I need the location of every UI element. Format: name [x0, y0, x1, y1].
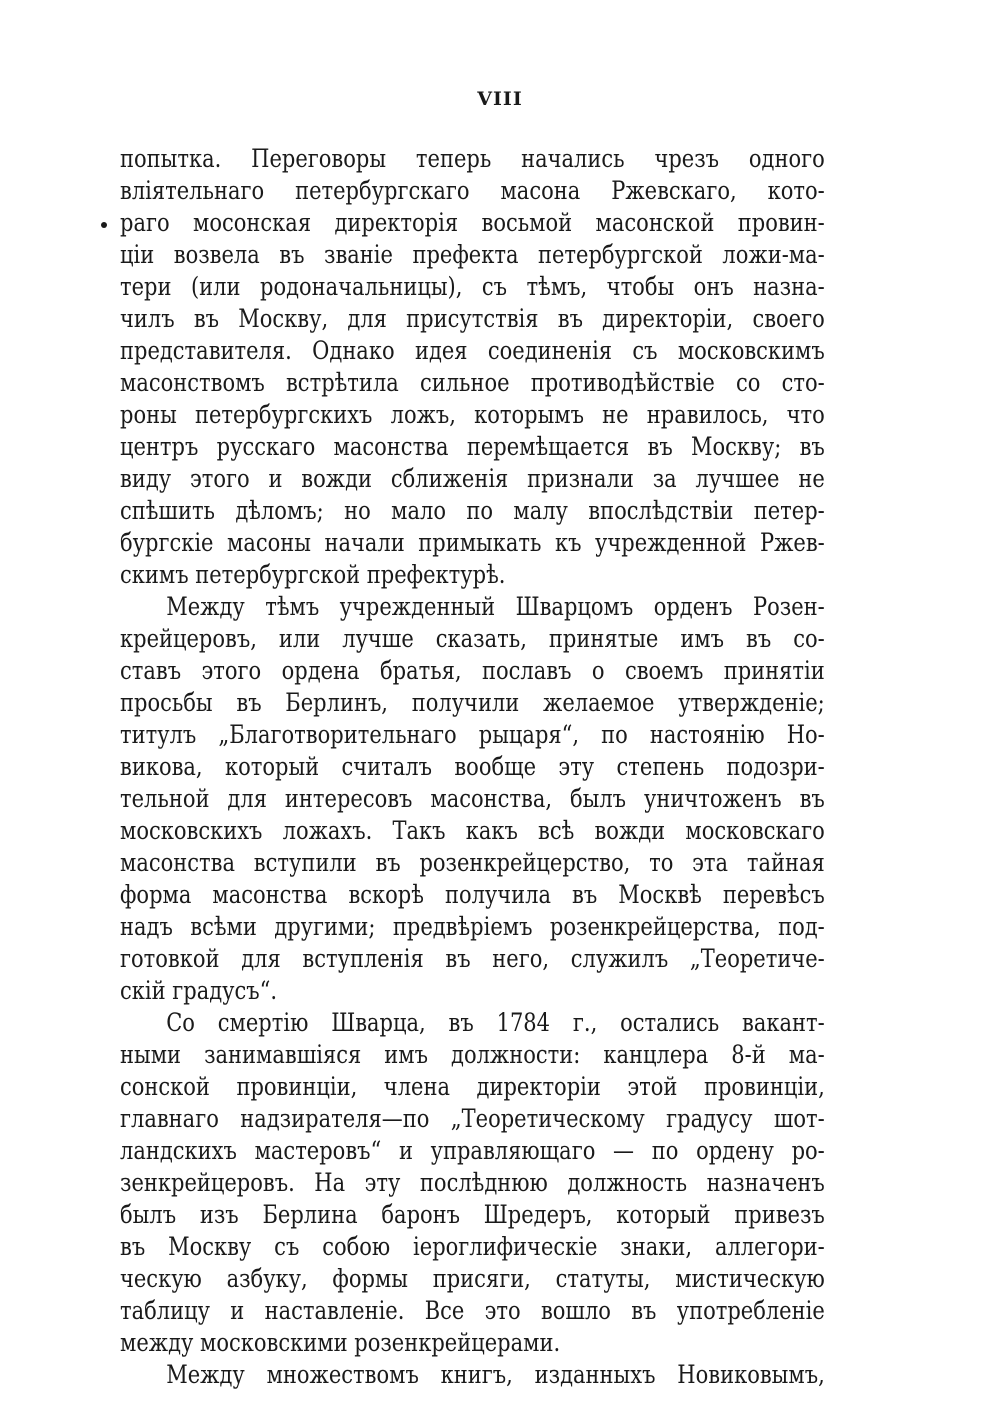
text-line: попытка. Переговоры теперь начались чрезъ одного [120, 144, 825, 173]
text-line: ландскихъ мастеровъ“ и управляющаго — по ордену ро- [120, 1136, 825, 1165]
text-line: спѣшить дѣломъ; но мало по малу впослѣдствіи петер- [120, 496, 825, 525]
paragraph-first-line: Между множествомъ книгъ, изданныхъ Новиковымъ, [166, 1360, 825, 1389]
text-line: тельной для интересовъ масонства, былъ уничтоженъ въ [120, 784, 825, 813]
text-line: былъ изъ Берлина баронъ Шредеръ, который привезъ [120, 1200, 825, 1229]
text-line: главнаго надзирателя—по „Теоретическому градусу шот- [120, 1104, 825, 1133]
paragraph-first-line: Между тѣмъ учрежденный Шварцомъ орденъ Розен- [166, 592, 825, 621]
paragraph-last-line: скимъ петербургской префектурѣ. [120, 560, 506, 589]
text-line: въ Москву съ собою іероглифическіе знаки, аллегори- [120, 1232, 825, 1261]
text-line: форма масонства вскорѣ получила въ Москвѣ перевѣсъ [120, 880, 825, 909]
paragraph-first-line: Со смертію Шварца, въ 1784 г., остались вакант- [166, 1008, 825, 1037]
page-number: VIII [477, 88, 523, 110]
text-line: виду этого и вожди сближенія признали за лучшее не [120, 464, 825, 493]
text-line: ціи возвела въ званіе префекта петербургской ложи-ма- [120, 240, 825, 269]
text-line: тери (или родоначальницы), съ тѣмъ, чтобы онъ назна- [120, 272, 825, 301]
text-line: раго мосонская директорія восьмой масонской провин- [120, 208, 825, 237]
text-line: зенкрейцеровъ. На эту послѣднюю должность назначенъ [120, 1168, 825, 1197]
text-line: просьбы въ Берлинъ, получили желаемое утвержденіе; [120, 688, 825, 717]
text-line: центръ русскаго масонства перемѣщается въ Москву; въ [120, 432, 825, 461]
text-line: надъ всѣми другими; предвѣріемъ розенкрейцерства, под- [120, 912, 825, 941]
paragraph-last-line: между московскими розенкрейцерами. [120, 1328, 561, 1357]
ink-dot-mark [101, 222, 107, 228]
text-line: роны петербургскихъ ложъ, которымъ не нравилось, что [120, 400, 825, 429]
text-line: викова, который считалъ вообще эту степень подозри- [120, 752, 825, 781]
text-line: представителя. Однако идея соединенія съ московскимъ [120, 336, 825, 365]
text-line: ными занимавшіяся имъ должности: канцлера 8-й ма- [120, 1040, 825, 1069]
text-line: титулъ „Благотворительнаго рыцаря“, по настоянію Но- [120, 720, 825, 749]
text-line: масонствомъ встрѣтила сильное противодѣйствіе со сто- [120, 368, 825, 397]
text-line: ставъ этого ордена братья, пославъ о своемъ принятіи [120, 656, 825, 685]
paragraph-last-line: скій градусъ“. [120, 976, 278, 1005]
text-line: ческую азбуку, формы присяги, статуты, мистическую [120, 1264, 825, 1293]
body-text [120, 143, 825, 1391]
text-line: крейцеровъ, или лучше сказать, принятые имъ въ со- [120, 624, 825, 653]
text-line: таблицу и наставленіе. Все это вошло въ употребленіе [120, 1296, 825, 1325]
text-line: чилъ въ Москву, для присутствія въ директоріи, своего [120, 304, 825, 333]
text-line: московскихъ ложахъ. Такъ какъ всѣ вожди московскаго [120, 816, 825, 845]
text-line: вліятельнаго петербургскаго масона Ржевскаго, кото- [120, 176, 825, 205]
text-line: готовкой для вступленія въ него, служилъ „Теоретиче- [120, 944, 825, 973]
text-line: бургскіе масоны начали примыкать къ учрежденной Ржев- [120, 528, 825, 557]
text-line: масонства вступили въ розенкрейцерство, то эта тайная [120, 848, 825, 877]
text-line: сонской провинціи, члена директоріи этой провинціи, [120, 1072, 825, 1101]
